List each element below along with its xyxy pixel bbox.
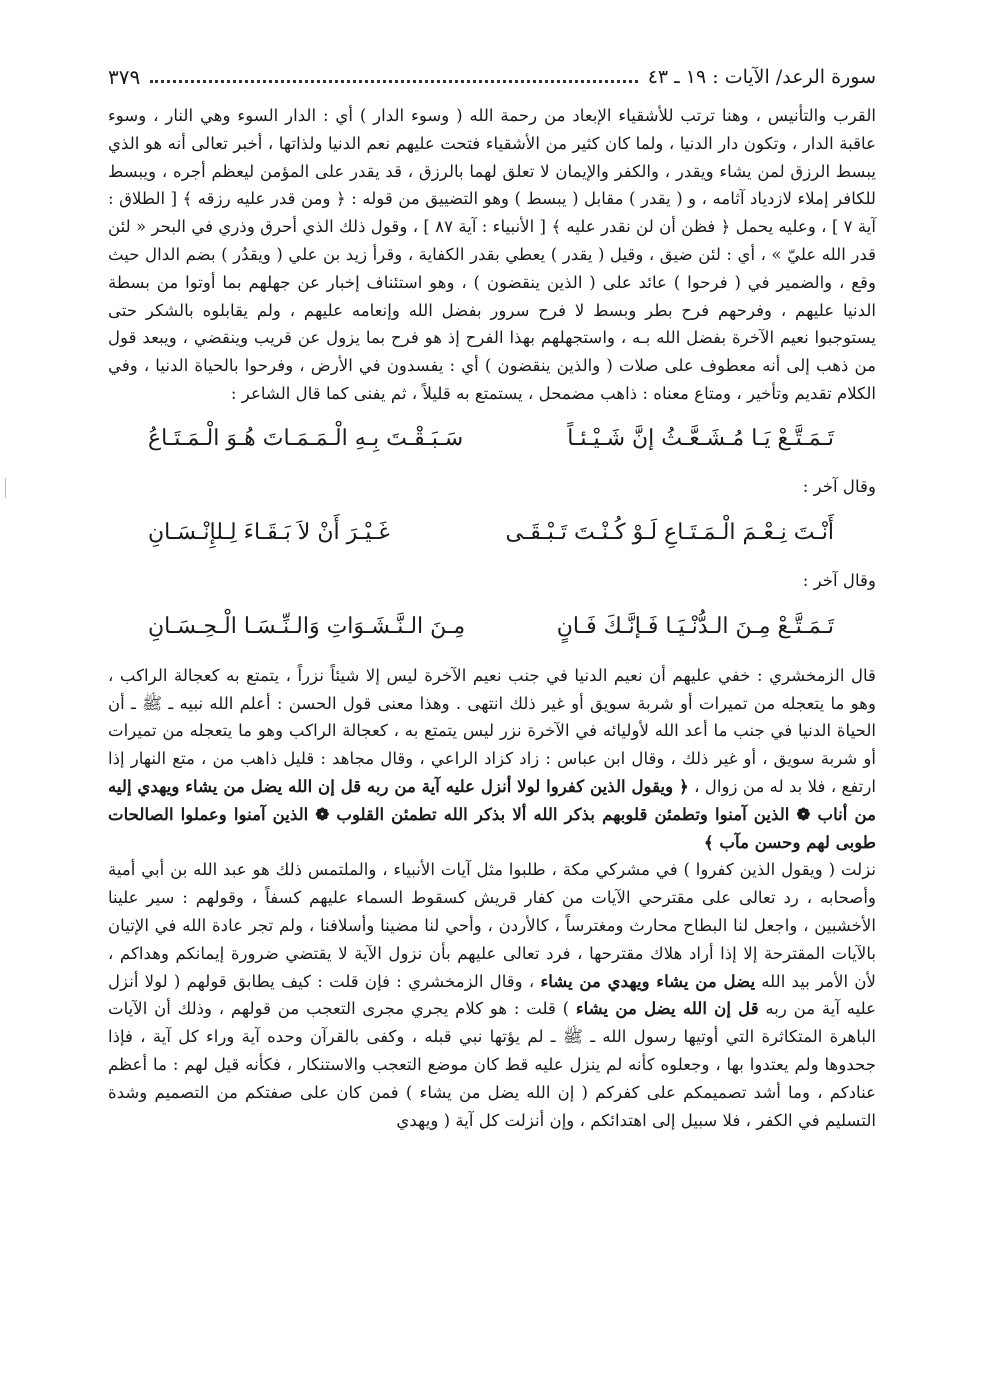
- poem-verse-1: [108, 408, 876, 470]
- commentary-text: نزلت ( ويقول الذين كفروا ) في مشركي مكة ، طلبوا مثل آيات الأنبياء ، والملتمس ذلك هو عبد الله بن أبي أمية وأصحابه ، رد تعالى على مقترحي الآيات من كفار قريش كسقوط السماء عليهم كسفاً ، وقولهم : سير علينا الأخشبين ، واجعل لنا البطاح محارث ومغترساً ، كالأردن ، وأحي لنا مضينا وأسلافنا ، ولم تجر عادة الله في الإتيان بالآيات المقترحة إلا إذا أراد هلاك مقترحها ، فرد تعالى عليهم بأن نزول الآية لا يقتضي ضرورة إيمانكم وهداكم ، لأن الأمر بيد الله: [108, 860, 876, 991]
- bold-phrase: يضل من يشاء ويهدي من يشاء: [540, 970, 756, 991]
- hemistich-right: تَـمَـتَّـعْ يَـا مُـشَـعَّـثُ إنَّ شَـيْـئـاً: [567, 425, 834, 451]
- surah-title: سورة الرعد/ الآيات : ١٩ ـ ٤٣: [647, 66, 876, 88]
- page-number: ٣٧٩: [108, 65, 141, 89]
- commentary-text: ، وقال الزمخشري : فإن قلت : كيف يطابق قولهم ( لولا أنزل عليه آية من ربه: [108, 971, 877, 1019]
- hemistich-right: تَـمَـتَّـعْ مِـنَ الـدُّنْـيَـا فَـإنَّـكَ فَـانٍ: [556, 613, 834, 639]
- hemistich-left: مِـنَ الـنَّـشَـوَاتِ وَالـنِّـسَـا الْـحِـسَـانِ: [148, 613, 466, 639]
- commentary-text: قال الزمخشري : خفي عليهم أن نعيم الدنيا في جنب نعيم الآخرة ليس إلا شيئاً نزراً ، يتمتع به كعجالة الراكب ، وهو ما يتعجله من تميرات أو شربة سويق أو غير ذلك انتهى . وهذا معنى قول الحسن : أعلم الله نبيه ـ ﷺ ـ أن الحياة الدنيا في جنب ما أعد الله لأوليائه في الآخرة نزر ليس يتمتع به ، كعجالة الراكب وهو ما يتعجله من تميرات أو شربة سويق ، أو غير ذلك ، وقال ابن عباس : زاد كزاد الراعي ، وقال مجاهد : قليل ذاهب من ، متع النهار إذا ارتفع ، فلا بد له من زوال ،: [108, 665, 876, 796]
- hemistich-right: أَنْـتَ نِـعْـمَ الْـمَـتَـاعِ لَـوْ كُـنْـتَ تَـبْـقَـى: [505, 519, 834, 545]
- poem-intro-2: وقال آخر :: [802, 476, 876, 496]
- poem-intro-3: وقال آخر :: [802, 570, 876, 590]
- poem-verse-3: [108, 596, 876, 658]
- commentary-text: ) قلت : هو كلام يجري مجرى التعجب من قولهم ، وذلك أن الآيات الباهرة المتكاثرة التي أوتيها رسول الله ـ ﷺ ـ لم يؤتها نبي قبله ، وكفى بالقرآن وحده آية وراء كل آية ، فإذا جحدوها ولم يعتدوا بها ، وجعلوه كأنه لم ينزل عليه قط كان موضع التعجب والاستنكار ، فكأنه قيل لهم : ما أعظم عنادكم ، وما أشد تصميمكم على كفركم ( إن الله يضل من يشاء ) فمن كان على صفتكم من التصميم وشدة التسليم في الكفر ، فلا سبيل إلى اهتدائكم ، وإن أنزلت كل آية ( ويهدي: [108, 999, 876, 1130]
- page-body: [108, 102, 876, 1134]
- running-header: [108, 60, 876, 94]
- bold-phrase: قل إن الله يضل من يشاء: [575, 998, 759, 1019]
- dotted-leader: [150, 80, 637, 83]
- paragraph-revelation: [108, 856, 876, 1134]
- quran-verse: ﴿ ويقول الذين كفروا لولا أنزل عليه آية من ربه قل إن الله يضل من يشاء ويهدي إليه من أناب ❁ الذين آمنوا وتطمئن قلوبهم بذكر الله ألا بذكر الله تطمئن القلوب ❁ الذين آمنوا وعملوا الصالحات طوبى لهم وحسن مآب ﴾: [108, 775, 876, 852]
- poem-verse-2: [108, 502, 876, 564]
- paragraph-zamakhshari: [108, 662, 876, 857]
- hemistich-left: سَـبَـقْـتَ بِـهِ الْـمَـمَـاتَ هُـوَ الْـمَـتَـاعُ: [148, 425, 464, 451]
- paragraph-intro: القرب والتأنيس ، وهنا ترتب للأشقياء الإبعاد من رحمة الله ( وسوء الدار ) أي : الدار السوء وهي النار ، وسوء عاقبة الدار ، وتكون دار الدنيا ، ولما كان كثير من الأشقياء فتحت عليهم نعم الدنيا ولذاتها ، أخبر تعالى أنه هو الذي يبسط الرزق لمن يشاء ويقدر ، والكفر والإيمان لا تعلق لهما بالرزق ، قد يقدر على المؤمن ليعظم أجره ، ويبسط للكافر إملاء لازدياد آثامه ، و ( يقدر ) مقابل ( يبسط ) وهو التضييق من قوله : ﴿ ومن قدر عليه رزقه ﴾ [ الطلاق : آية ٧ ] ، وعليه يحمل ﴿ فظن أن لن نقدر عليه ﴾ [ الأنبياء : آية ٨٧ ] ، وقول ذلك الذي أحرق وذري في البحر « لئن قدر الله عليّ » ، أي : لئن ضيق ، وقيل ( يقدر ) يعطي بقدر الكفاية ، وقرأ زيد بن علي ( ويقدُر ) بضم الدال حيث وقع ، والضمير في ( فرحوا ) عائد على ( الذين ينقضون ) ، وهو استئناف إخبار عن جهلهم بما أوتوا من بسطة الدنيا عليهم ، وفرحهم فرح بطر وبسط لا فرح سرور بفضل الله وإنعامه عليهم ، ولم يقابلوه بالشكر حتى يستوجبوا نعيم الآخرة بفضل الله بـه ، واستجهلهم بهذا الفرح إذ هو فرح بما يزول عن قريب وينقضي ، ويبعد قول من ذهب إلى أنه معطوف على صلات ( والذين ينقضون ) أي : يفسدون في الأرض ، وفرحوا بالحياة الدنيا ، وفي الكلام تقديم وتأخير ، ومتاع معناه : ذاهب مضمحل ، يستمتع به قليلاً ، ثم يفنى كما قال الشاعر :: [108, 106, 877, 403]
- hemistich-left: غَـيْـرَ أَنْ لاَ بَـقَـاءَ لِـلإِنْـسَـانِ: [148, 519, 390, 545]
- margin-mark: [5, 478, 6, 498]
